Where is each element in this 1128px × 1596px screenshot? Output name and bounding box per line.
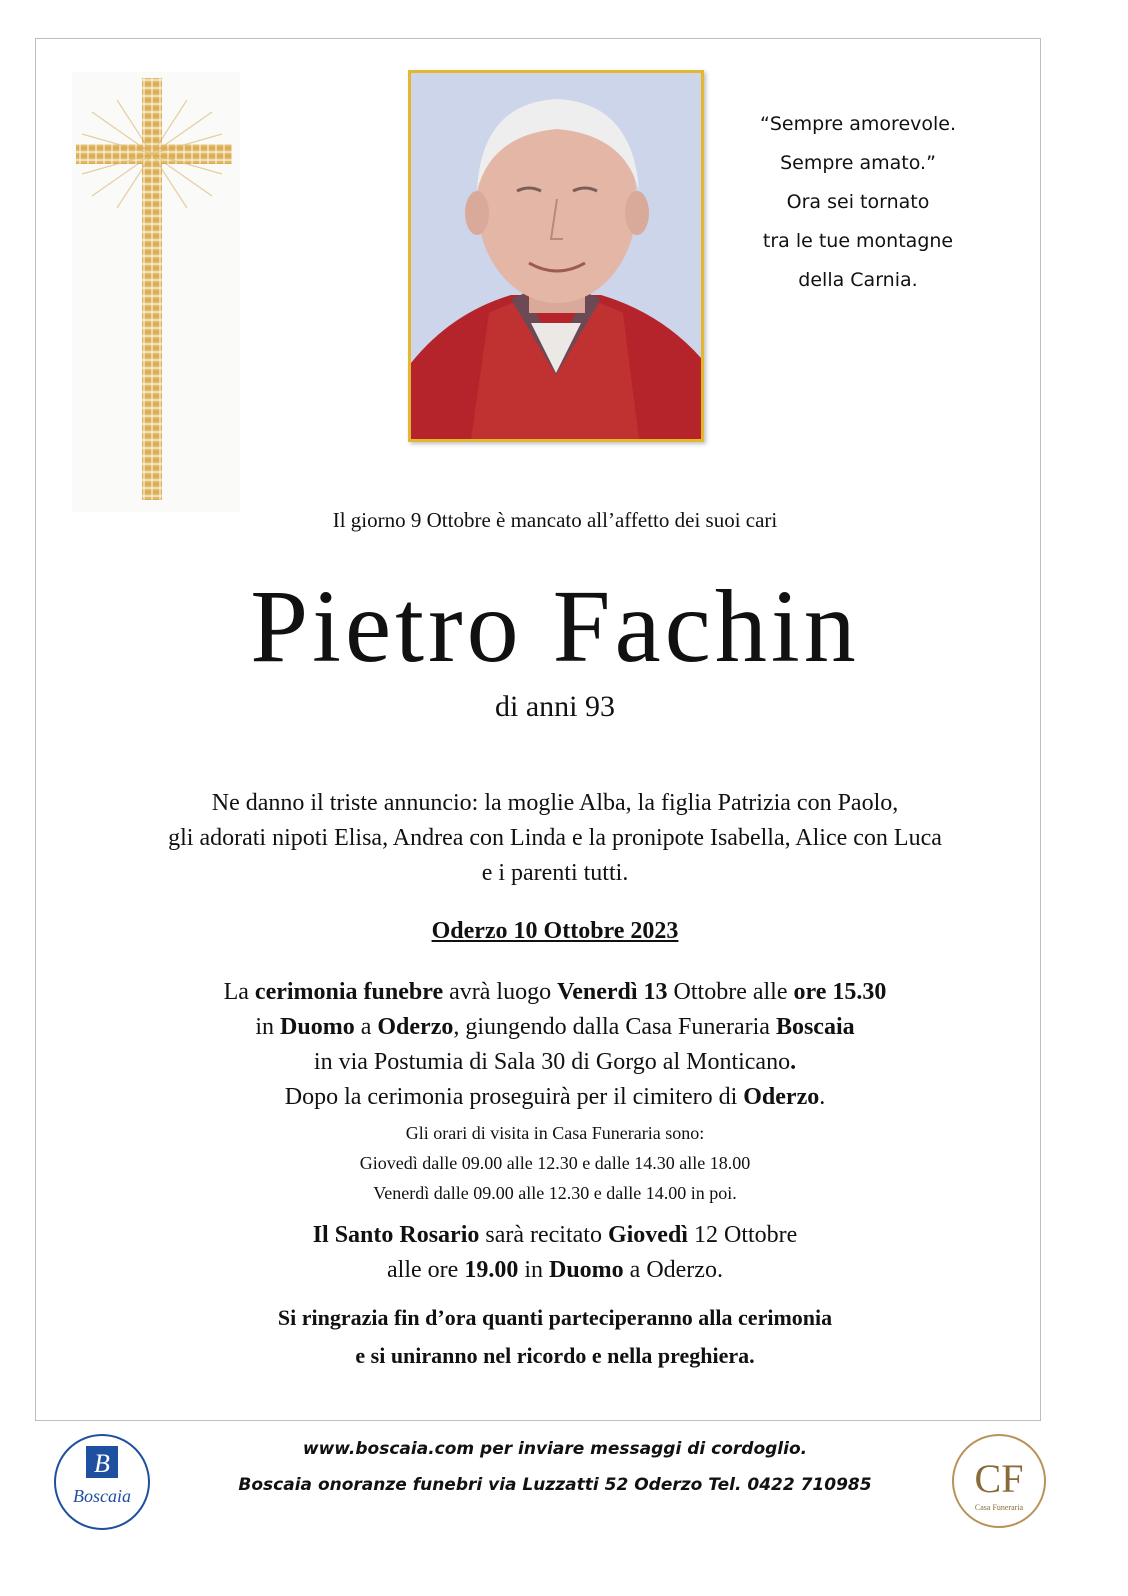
visits-line: Venerdì dalle 09.00 alle 12.30 e dalle 14.00 in poi. (373, 1183, 737, 1203)
portrait-photo (408, 70, 704, 442)
rosary-details (60, 1218, 1050, 1288)
text-part: in via Postumia di Sala 30 di Gorgo al Monticano (313, 1049, 791, 1075)
quote-line: Ora sei tornato (786, 191, 930, 213)
text-part: sarà recitato (479, 1222, 608, 1248)
text-bold: Venerdì 13 (557, 979, 668, 1005)
boscaia-logo (52, 1432, 152, 1532)
casa-funeraria-logo (950, 1432, 1048, 1530)
text-part: Dopo la cerimonia proseguirà per il cimitero di (284, 1084, 744, 1110)
text-part: a Oderzo. (623, 1257, 723, 1283)
text-part: a (354, 1014, 378, 1040)
text-bold: Duomo (549, 1257, 624, 1283)
quote-line: “Sempre amorevole. (759, 113, 957, 135)
cross-icon (72, 72, 240, 512)
ceremony-line-1 (60, 975, 1050, 1010)
text-part: alle ore (387, 1257, 465, 1283)
footer-website: www.boscaia.com per inviare messaggi di cordoglio. (302, 1439, 808, 1459)
ceremony-line-3 (60, 1045, 1050, 1080)
text-part: La (223, 979, 255, 1005)
thanks-message (60, 1299, 1050, 1375)
text-part: in (518, 1257, 549, 1283)
logo-letters: CF (974, 1456, 1024, 1501)
text-bold: Boscaia (775, 1014, 855, 1040)
footer-address: Boscaia onoranze funebri via Luzzatti 52 Oderzo Tel. 0422 710985 (238, 1475, 872, 1495)
intro-text: Il giorno 9 Ottobre è mancato all’affetto dei suoi cari (332, 508, 778, 532)
ceremony-line-4 (60, 1080, 1050, 1115)
deceased-name: Pietro Fachin (250, 569, 860, 684)
text-bold: Oderzo (377, 1014, 454, 1040)
text-bold: Il Santo Rosario (312, 1222, 480, 1248)
text-bold: Duomo (280, 1014, 355, 1040)
announcement-line: gli adorati nipoti Elisa, Andrea con Linda e la pronipote Isabella, Alice con Luca (168, 825, 942, 851)
announcement (60, 786, 1050, 891)
rosary-line-2 (60, 1253, 1050, 1288)
text-bold: 19.00 (464, 1257, 519, 1283)
logo-text: Casa Funeraria (974, 1503, 1024, 1512)
text-part: 12 Ottobre (687, 1222, 798, 1248)
deceased-age: di anni 93 (495, 690, 615, 723)
text-part: , giungendo dalla Casa Funeraria (453, 1014, 776, 1040)
quote-line: Sempre amato.” (780, 152, 936, 174)
logo-letter: B (94, 1449, 110, 1478)
text-bold: Oderzo (743, 1084, 820, 1110)
thanks-line: Si ringrazia fin d’ora quanti parteciperanno alla cerimonia (277, 1305, 833, 1330)
visits-line: Giovedì dalle 09.00 alle 12.30 e dalle 14.30 alle 18.00 (359, 1153, 751, 1173)
text-bold: . (790, 1049, 797, 1075)
place-date: Oderzo 10 Ottobre 2023 (431, 918, 679, 944)
text-bold: cerimonia funebre (254, 979, 444, 1005)
text-part: in (255, 1014, 281, 1040)
logo-text: Boscaia (73, 1486, 131, 1506)
ceremony-details (60, 975, 1050, 1115)
thanks-line: e si uniranno nel ricordo e nella preghiera. (355, 1343, 755, 1368)
announcement-line: e i parenti tutti. (481, 860, 629, 886)
memorial-quote (712, 105, 1004, 300)
text-part: avrà luogo (443, 979, 558, 1005)
announcement-line: Ne danno il triste annuncio: la moglie Alba, la figlia Patrizia con Paolo, (211, 790, 899, 816)
text-part: Ottobre alle (667, 979, 794, 1005)
rosary-line-1 (60, 1218, 1050, 1253)
quote-line: della Carnia. (798, 269, 918, 291)
text-bold: ore 15.30 (793, 979, 887, 1005)
text-bold: Giovedì (607, 1222, 688, 1248)
text-part: . (819, 1084, 826, 1110)
ceremony-line-2 (60, 1010, 1050, 1045)
quote-line: tra le tue montagne (762, 230, 954, 252)
visits-line: Gli orari di visita in Casa Funeraria sono: (405, 1123, 705, 1143)
visiting-hours (60, 1118, 1050, 1208)
